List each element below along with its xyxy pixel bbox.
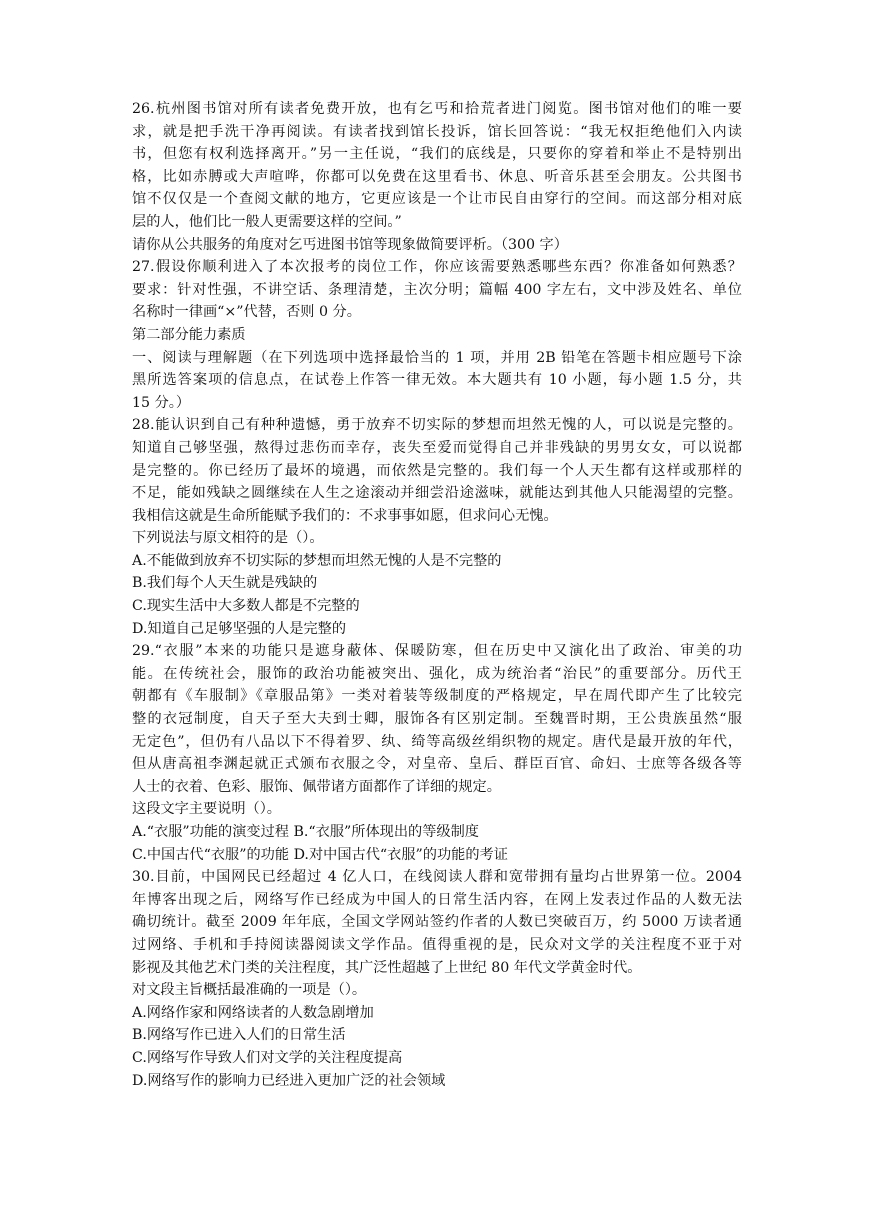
text-line: B.我们每个人天生就是残缺的 [132, 575, 318, 592]
text-line: B.网络写作已进入人们的日常生活 [132, 1027, 346, 1044]
text-line: 年博客出现之后，网络写作已经成为中国人的日常生活内容，在网上发表过作品的人数无法 [132, 891, 742, 908]
text-line: 知道自己够坚强，熬得过悲伤而幸存，丧失至爱而觉得自己并非残缺的男男女女，可以说都 [132, 439, 742, 456]
text-line: 30.目前，中国网民已经超过 4 亿人口，在线阅读人群和宽带拥有量均占世界第一位。2004 [132, 869, 742, 886]
text-line: D.知道自己足够坚强的人是完整的 [132, 620, 347, 637]
text-line: 影视及其他艺术门类的关注程度，其广泛性超越了上世纪 80 年代文学黄金时代。 [132, 959, 642, 976]
text-line: C.现实生活中大多数人都是不完整的 [132, 598, 360, 615]
text-line: 不足，能如残缺之圆继续在人生之途滚动并细尝沿途滋味，就能达到其他人只能渴望的完整。 [132, 485, 742, 502]
text-line: C.网络写作导致人们对文学的关注程度提高 [132, 1049, 403, 1066]
text-line: 15 分。） [132, 394, 191, 411]
text-line: 整的衣冠制度，自天子至大夫到士卿，服饰各有区别定制。至魏晋时期，王公贵族虽然“服 [132, 711, 742, 728]
text-line: 这段文字主要说明（）。 [132, 801, 281, 818]
text-line: 书，但您有权利选择离开。”另一主任说，“我们的底线是，只要你的穿着和举止不是特别出 [132, 146, 742, 163]
text-line: 求，就是把手洗干净再阅读。有读者找到馆长投诉，馆长回答说：“我无权拒绝他们入内读 [132, 123, 742, 140]
document-page [132, 98, 742, 1092]
text-line: 人士的衣着、色彩、服饰、佩带诸方面都作了详细的规定。 [132, 778, 501, 795]
text-line: 层的人，他们比一般人更需要这样的空间。” [132, 213, 402, 230]
text-line: 但从唐高祖李渊起就正式颁布衣服之令，对皇帝、皇后、群臣百官、命妇、士庶等各级各等 [132, 756, 742, 773]
text-line: 第二部分能力素质 [132, 326, 246, 343]
text-line: 是完整的。你已经历了最坏的境遇，而依然是完整的。我们每一个人天生都有这样或那样的 [132, 462, 742, 479]
text-line: 28.能认识到自己有种种遗憾，勇于放弃不切实际的梦想而坦然无愧的人，可以说是完整的。 [132, 417, 742, 434]
text-line: A.不能做到放弃不切实际的梦想而坦然无愧的人是不完整的 [132, 552, 502, 569]
text-line: 朝都有《车服制》《章服品第》一类对着装等级制度的严格规定，早在周代即产生了比较完 [132, 688, 742, 705]
text-line: C.中国古代“衣服”的功能 D.对中国古代“衣服”的功能的考证 [132, 846, 508, 863]
text-line: 过网络、手机和手持阅读器阅读文学作品。值得重视的是，民众对文学的关注程度不亚于对 [132, 936, 742, 953]
text-line: 黑所选答案项的信息点，在试卷上作答一律无效。本大题共有 10 小题，每小题 1.5 分，共 [132, 372, 742, 389]
text-line: 名称时一律画“×”代替，否则 0 分。 [132, 304, 361, 321]
text-line: 27.假设你顺利进入了本次报考的岗位工作，你应该需要熟悉哪些东西？你准备如何熟悉？ [132, 259, 742, 276]
text-line: 对文段主旨概括最准确的一项是（）。 [132, 982, 367, 999]
document-text [132, 98, 742, 1092]
text-line: 馆不仅仅是一个查阅文献的地方，它更应该是一个让市民自由穿行的空间。而这部分相对底 [132, 191, 742, 208]
text-line: 26.杭州图书馆对所有读者免费开放，也有乞丐和拾荒者进门阅览。图书馆对他们的唯一要 [132, 101, 742, 117]
text-line: 确切统计。截至 2009 年年底，全国文学网站签约作者的人数已突破百万，约 5000 万读者通 [132, 914, 742, 931]
text-line: 请你从公共服务的角度对乞丐进图书馆等现象做简要评析。（300 字） [132, 236, 568, 253]
text-line: D.网络写作的影响力已经进入更加广泛的社会领域 [132, 1072, 446, 1089]
text-line: 要求：针对性强，不讲空话、条理清楚，主次分明；篇幅 400 字左右，文中涉及姓名、单位 [132, 281, 742, 298]
text-line: 29.“衣服”本来的功能只是遮身蔽体、保暖防寒，但在历史中又演化出了政治、审美的功 [132, 643, 742, 660]
text-line: 一、阅读与理解题（在下列选项中选择最恰当的 1 项，并用 2B 铅笔在答题卡相应题号下涂 [132, 349, 742, 366]
text-line: A.“衣服”功能的演变过程 B.“衣服”所体现出的等级制度 [132, 824, 479, 840]
text-line: 下列说法与原文相符的是（）。 [132, 530, 324, 547]
text-line: 格，比如赤膊或大声喧哗，你都可以免费在这里看书、休息、听音乐甚至会朋友。公共图书 [132, 168, 742, 185]
text-line: A.网络作家和网络读者的人数急剧增加 [132, 1004, 374, 1021]
text-line: 能。在传统社会，服饰的政治功能被突出、强化，成为统治者“治民”的重要部分。历代王 [132, 665, 742, 682]
text-line: 无定色”，但仍有八品以下不得着罗、纨、绮等高级丝绢织物的规定。唐代是最开放的年代， [132, 733, 742, 750]
text-line: 我相信这就是生命所能赋予我们的：不求事事如愿，但求问心无愧。 [132, 507, 558, 524]
